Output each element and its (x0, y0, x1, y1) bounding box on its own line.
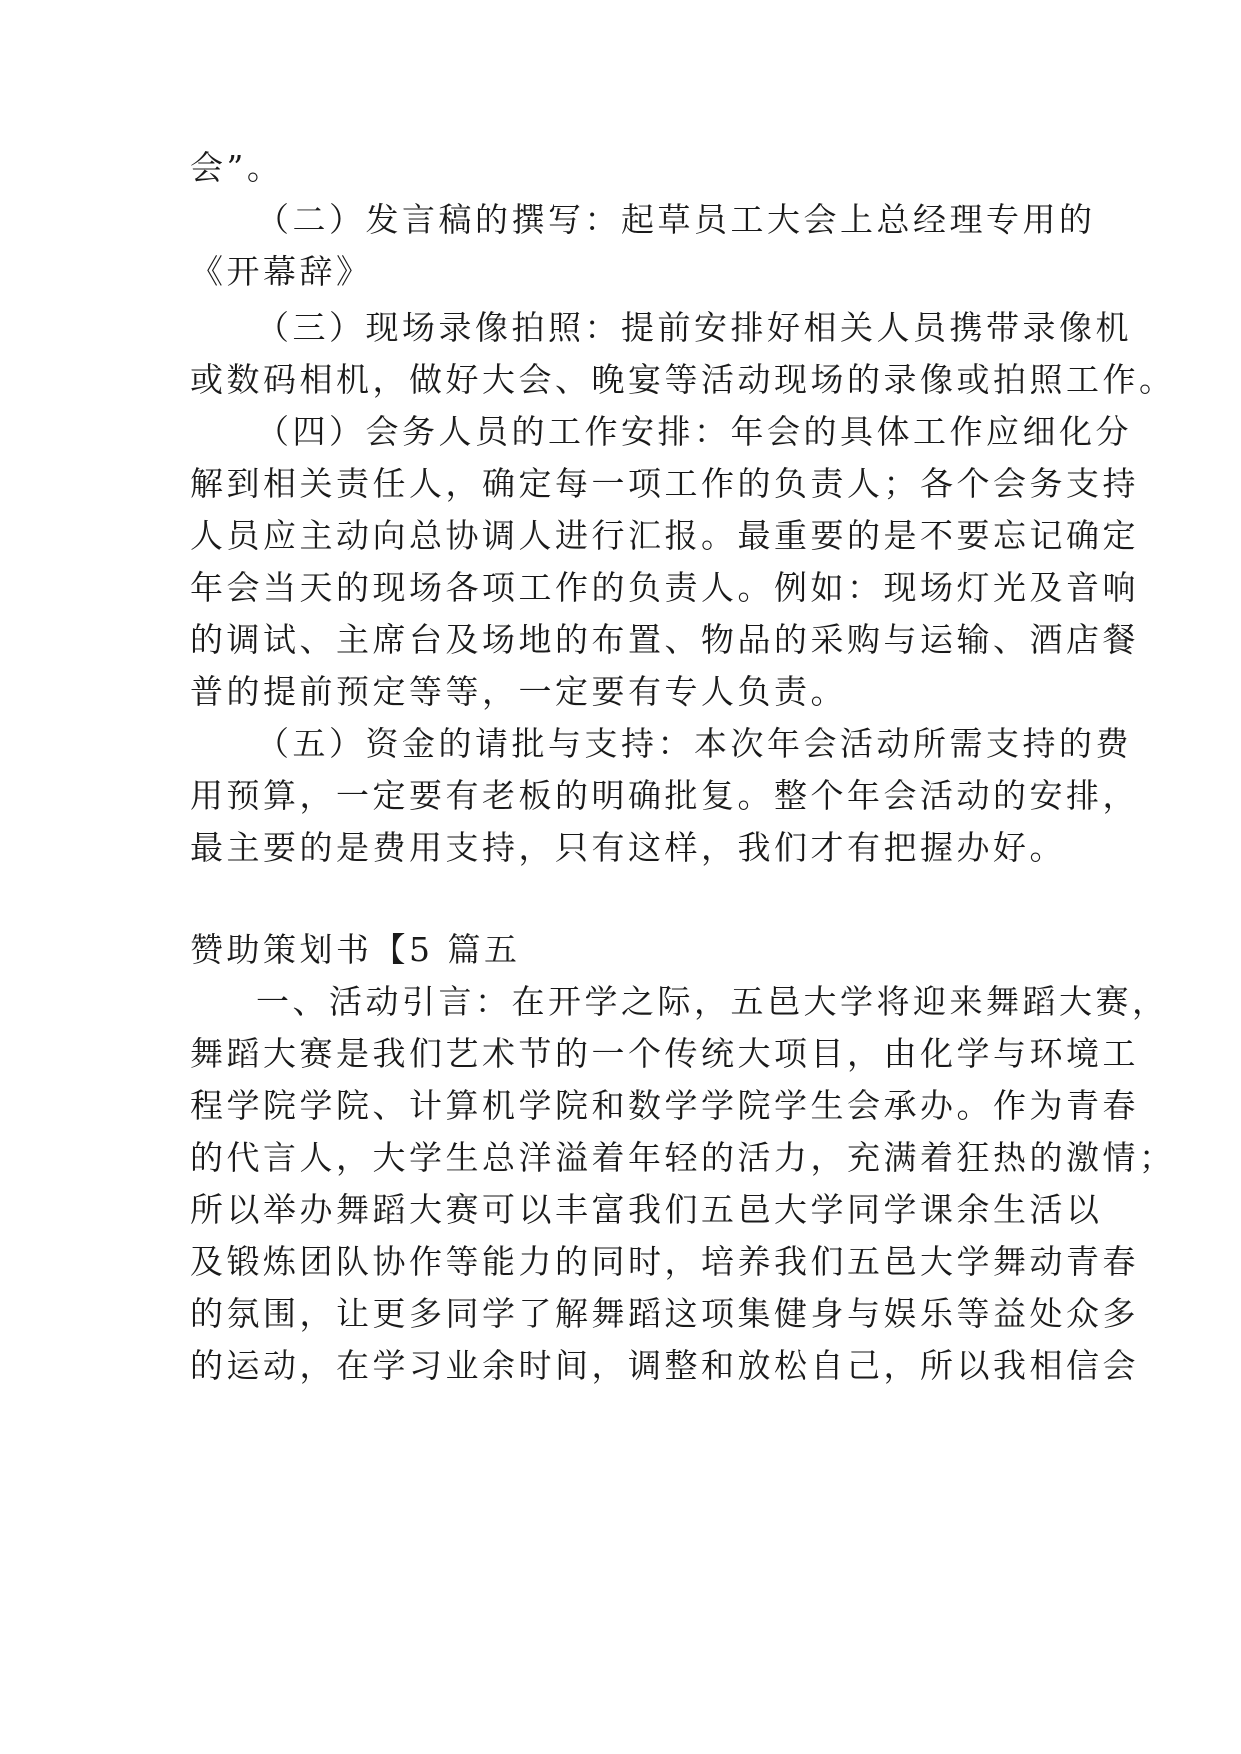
text-line: 或数码相机，做好大会、晚宴等活动现场的录像或拍照工作。 (190, 360, 1176, 399)
text-line: 普的提前预定等等，一定要有专人负责。 (190, 672, 847, 711)
text-line: 的代言人，大学生总洋溢着年轻的活力，充满着狂热的激情； (190, 1138, 1176, 1177)
text-line: 舞蹈大赛是我们艺术节的一个传统大项目，由化学与环境工 (190, 1034, 1139, 1073)
text-line: （二）发言稿的撰写：起草员工大会上总经理专用的 (256, 200, 1096, 239)
text-line: 的调试、主席台及场地的布置、物品的采购与运输、酒店餐 (190, 620, 1139, 659)
text-line: 人员应主动向总协调人进行汇报。最重要的是不要忘记确定 (190, 516, 1139, 555)
text-line: 所以举办舞蹈大赛可以丰富我们五邑大学同学课余生活以 (190, 1190, 1103, 1229)
text-line: 程学院学院、计算机学院和数学学院学生会承办。作为青春 (190, 1086, 1139, 1125)
text-line: 一、活动引言：在开学之际，五邑大学将迎来舞蹈大赛， (256, 982, 1169, 1021)
text-line: 《开幕辞》 (190, 252, 373, 291)
text-line: 的氛围，让更多同学了解舞蹈这项集健身与娱乐等益处众多 (190, 1294, 1139, 1333)
text-line: （四）会务人员的工作安排：年会的具体工作应细化分 (256, 412, 1132, 451)
text-line: 的运动，在学习业余时间，调整和放松自己，所以我相信会 (190, 1346, 1139, 1385)
section-heading: 赞助策划书【5 篇五 (190, 930, 521, 969)
text-line: 会”。 (190, 148, 284, 187)
text-line: 最主要的是费用支持，只有这样，我们才有把握办好。 (190, 828, 1066, 867)
text-line: 解到相关责任人，确定每一项工作的负责人；各个会务支持 (190, 464, 1139, 503)
text-line: 及锻炼团队协作等能力的同时，培养我们五邑大学舞动青春 (190, 1242, 1139, 1281)
text-line: 用预算，一定要有老板的明确批复。整个年会活动的安排， (190, 776, 1139, 815)
text-line: （五）资金的请批与支持：本次年会活动所需支持的费 (256, 724, 1132, 763)
text-line: （三）现场录像拍照：提前安排好相关人员携带录像机 (256, 308, 1132, 347)
text-line: 年会当天的现场各项工作的负责人。例如：现场灯光及音响 (190, 568, 1139, 607)
